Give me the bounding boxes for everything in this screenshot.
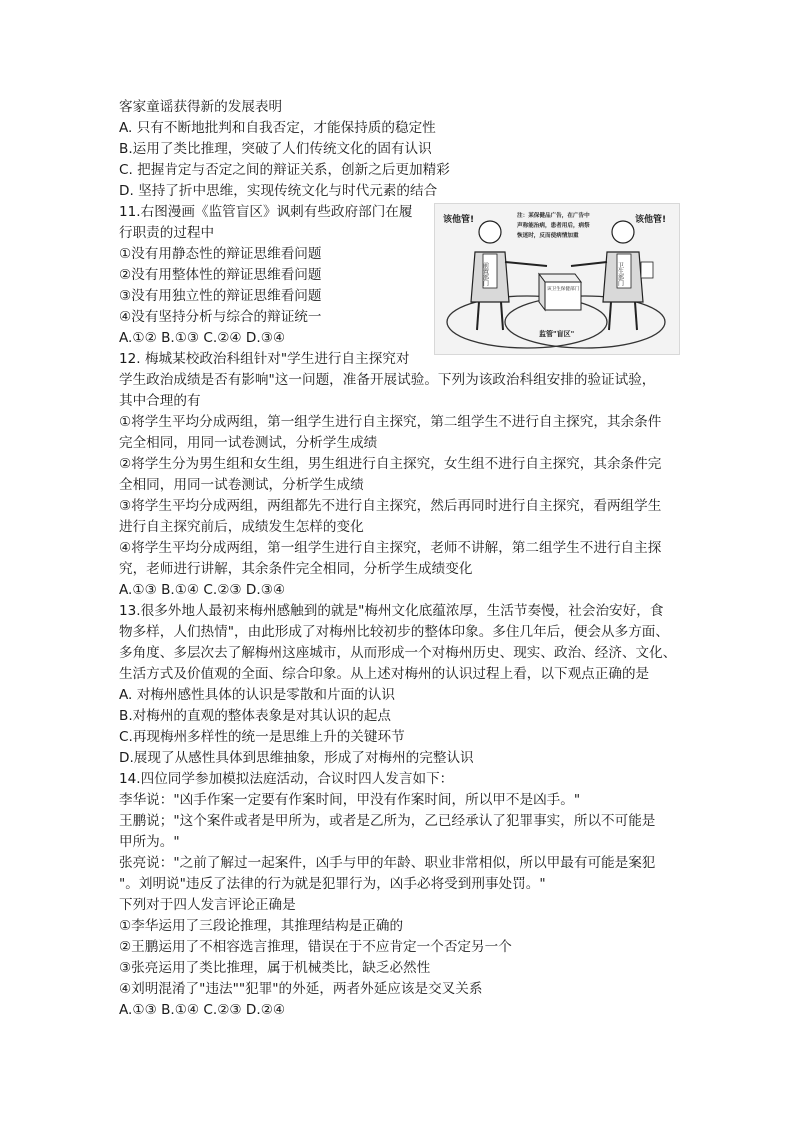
text-line: 全相同，用同一试卷测试，分析学生成绩 — [119, 477, 364, 493]
blind-zone-label: 监管"盲区" — [539, 330, 575, 338]
text-line: ②王鹏运用了不相容选言推理，错误在于不应肯定一个否定另一个 — [119, 939, 512, 955]
text-line: B.对梅州的直观的整体表象是对其认识的起点 — [119, 708, 391, 724]
text-line: D.展现了从感性具体到思维抽象，形成了对梅州的完整认识 — [119, 750, 474, 766]
text-line: ②将学生分为男生组和女生组，男生组进行自主探究，女生组不进行自主探究，其余条件完 — [119, 456, 662, 472]
text-line: ③将学生平均分成两组，两组都先不进行自主探究，然后再同时进行自主探究，看两组学生 — [119, 498, 662, 514]
text-line: A.①② B.①③ C.②④ D.③④ — [119, 330, 286, 346]
text-line: ③没有用独立性的辩证思维看问题 — [119, 288, 322, 304]
text-line: ②没有用整体性的辩证思维看问题 — [119, 267, 322, 283]
supervision-blind-spot-cartoon — [434, 203, 680, 355]
text-line: ③张亮运用了类比推理，属于机械类比，缺乏必然性 — [119, 960, 431, 976]
text-line: 物多样，人们热情"，由此形成了对梅州比较初步的整体印象。多住几年后，便会从多方面、 — [119, 624, 669, 640]
box-label: 该卫生保健部门 — [547, 287, 580, 292]
right-official-figure — [571, 221, 653, 330]
text-line: 14.四位同学参加模拟法庭活动，合议时四人发言如下： — [119, 771, 454, 787]
left-dept-label: 前置部门 — [481, 262, 489, 286]
text-line: ①将学生平均分成两组，第一组学生进行自主探究，第二组学生不进行自主探究，其余条件 — [119, 414, 662, 430]
notice-line-3: 恢迷时，反而使病情加重 — [517, 233, 579, 239]
text-line: ①没有用静态性的辩证思维看问题 — [119, 246, 322, 262]
text-line: 完全相同，用同一试卷测试，分析学生成绩 — [119, 435, 378, 451]
right-speech-bubble: 该他管! — [635, 215, 667, 225]
text-line: A. 对梅州感性具体的认识是零散和片面的认识 — [119, 687, 395, 703]
text-line: A.①③ B.①④ C.②③ D.③④ — [119, 582, 286, 598]
text-line: 13.很多外地人最初来梅州感触到的就是"梅州文化底蕴浓厚，生活节奏慢，社会治安好，食 — [119, 603, 664, 619]
text-line: A.①③ B.①④ C.②③ D.②④ — [119, 1002, 286, 1018]
text-line: 多角度、多层次去了解梅州这座城市，从而形成一个对梅州历史、现实、政治、经济、文化、 — [119, 645, 677, 661]
text-line: B.运用了类比推理，突破了人们传统文化的固有认识 — [119, 141, 432, 157]
text-line: 11.右图漫画《监管盲区》讽刺有些政府部门在履 — [119, 204, 413, 220]
text-line: 学生政治成绩是否有影响"这一问题，准备开展试验。下列为该政治科组安排的验证试验， — [119, 372, 656, 388]
text-line: 甲所为。" — [119, 834, 180, 850]
text-line: 客家童谣获得新的发展表明 — [119, 99, 283, 115]
right-dept-label: 卫生部门 — [616, 262, 624, 286]
text-line: ④没有坚持分析与综合的辩证统一 — [119, 309, 322, 325]
text-line: 行职责的过程中 — [119, 225, 215, 241]
text-line: ④将学生平均分成两组，第一组学生进行自主探究，老师不讲解，第二组学生不进行自主探 — [119, 540, 662, 556]
notice-line-2: 声称能治病，患者用后，病祭 — [517, 223, 590, 229]
text-line: "。刘明说"违反了法律的行为就是犯罪行为，凶手必将受到刑事处罚。" — [119, 876, 546, 892]
text-line: 12. 梅城某校政治科组针对"学生进行自主探究对 — [119, 351, 410, 367]
left-speech-bubble: 该他管! — [443, 215, 475, 225]
product-box — [539, 274, 581, 310]
text-line: C. 把握肯定与否定之间的辩证关系，创新之后更加精彩 — [119, 162, 450, 178]
text-line: 王鹏说；"这个案件或者是甲所为，或者是乙所为，乙已经承认了犯罪事实，所以不可能是 — [119, 813, 656, 829]
text-line: C.再现梅州多样性的统一是思维上升的关键环节 — [119, 729, 405, 745]
text-line: ④刘明混淆了"违法""犯罪"的外延，两者外延应该是交叉关系 — [119, 981, 483, 997]
text-line: D. 坚持了折中思维，实现传统文化与时代元素的结合 — [119, 183, 438, 199]
text-line: 下列对于四人发言评论正确是 — [119, 897, 296, 913]
text-line: 进行自主探究前后，成绩发生怎样的变化 — [119, 519, 364, 535]
notice-line-1: 注：某保健品广告，在广告中 — [517, 213, 590, 219]
text-line: ①李华运用了三段论推理，其推理结构是正确的 — [119, 918, 404, 934]
text-line: A. 只有不断地批判和自我否定，才能保持质的稳定性 — [119, 120, 436, 136]
text-line: 生活方式及价值观的全面、综合印象。从上述对梅州的认识过程上看，以下观点正确的是 — [119, 666, 650, 682]
text-line: 其中合理的有 — [119, 393, 201, 409]
text-line: 李华说："凶手作案一定要有作案时间，甲没有作案时间，所以甲不是凶手。" — [119, 792, 581, 808]
text-line: 张亮说："之前了解过一起案件，凶手与甲的年龄、职业非常相似，所以甲最有可能是案犯 — [119, 855, 656, 871]
text-line: 究，老师进行讲解，其余条件完全相同，分析学生成绩变化 — [119, 561, 473, 577]
